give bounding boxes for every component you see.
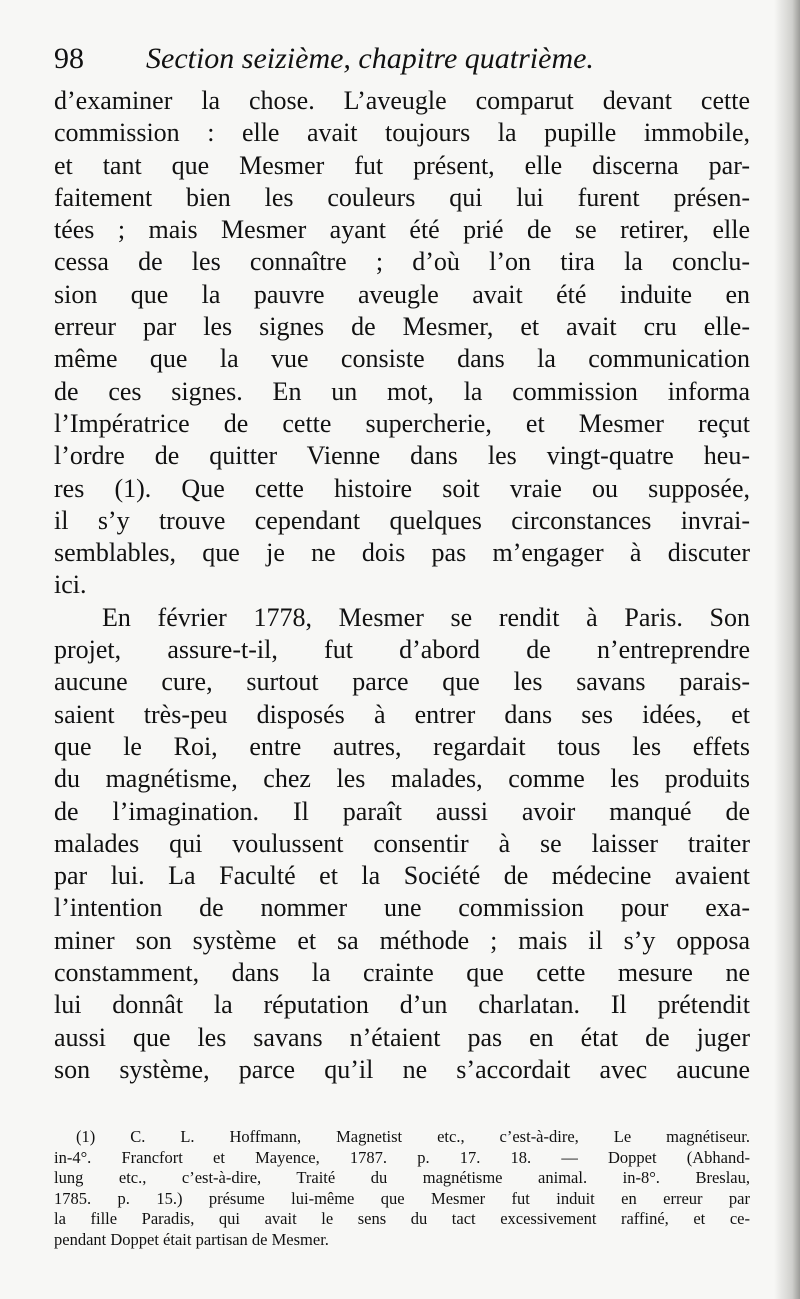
page-edge-shadow [774, 0, 800, 1299]
body-line: res (1). Que cette histoire soit vraie ou supposée, [54, 473, 750, 503]
body-line: même que la vue consiste dans la communication [54, 344, 750, 374]
body-line: erreur par les signes de Mesmer, et avait cru elle- [54, 312, 750, 342]
body-line: cessa de les connaître ; d’où l’on tira la conclu- [54, 247, 750, 277]
body-line: tées ; mais Mesmer ayant été prié de se retirer, elle [54, 215, 750, 245]
body-line: saient très-peu disposés à entrer dans ses idées, et [54, 699, 750, 729]
body-line: l’intention de nommer une commission pour exa- [54, 893, 750, 923]
body-line: miner son système et sa méthode ; mais il s’y opposa [54, 925, 750, 955]
body-line: faitement bien les couleurs qui lui furent présen- [54, 182, 750, 212]
body-line: malades qui voulussent consentir à se laisser traiter [54, 828, 750, 858]
footnote-line: in-4°. Francfort et Mayence, 1787. p. 17. 18. — Doppet (Abhand- [54, 1147, 750, 1167]
body-line: l’ordre de quitter Vienne dans les vingt-quatre heu- [54, 441, 750, 471]
body-line: que le Roi, entre autres, regardait tous les effets [54, 731, 750, 761]
body-line: ici. [54, 570, 87, 600]
footnote-line: 1785. p. 15.) présume lui-même que Mesmer fut induit en erreur par [54, 1188, 750, 1208]
body-line: son système, parce qu’il ne s’accordait avec aucune [54, 1054, 750, 1084]
body-line: de ces signes. En un mot, la commission informa [54, 376, 750, 406]
body-text [54, 85, 750, 1086]
body-line: l’Impératrice de cette supercherie, et Mesmer reçut [54, 408, 750, 438]
body-line: et tant que Mesmer fut présent, elle discerna par- [54, 150, 750, 180]
body-line: par lui. La Faculté et la Société de médecine avaient [54, 861, 750, 891]
footnote-line: la fille Paradis, qui avait le sens du tact excessivement raffiné, et ce- [54, 1209, 750, 1228]
body-line: de l’imagination. Il paraît aussi avoir manqué de [54, 796, 750, 826]
body-line: aucune cure, surtout parce que les savans parais- [54, 667, 750, 697]
running-title: Section seizième, chapitre quatrième. [146, 42, 594, 75]
footnote-line: pendant Doppet était partisan de Mesmer. [54, 1229, 329, 1249]
body-line: commission : elle avait toujours la pupille immobile, [54, 118, 750, 148]
body-line: projet, assure-t-il, fut d’abord de n’entreprendre [54, 635, 750, 665]
footnotes [54, 1127, 750, 1250]
body-line: il s’y trouve cependant quelques circonstances invrai- [54, 505, 750, 535]
body-line: semblables, que je ne dois pas m’engager à discuter [54, 538, 750, 568]
footnote-line: lung etc., c’est-à-dire, Traité du magnétisme animal. in-8°. Breslau, [54, 1168, 750, 1187]
body-line: lui donnât la réputation d’un charlatan. Il prétendit [54, 990, 750, 1020]
paragraph-start-line: En février 1778, Mesmer se rendit à Paris. Son [102, 602, 750, 632]
body-line: du magnétisme, chez les malades, comme les produits [54, 764, 750, 794]
body-line: d’examiner la chose. L’aveugle comparut devant cette [54, 86, 750, 115]
footnote-line: (1) C. L. Hoffmann, Magnetist etc., c’est-à-dire, Le magnétiseur. [76, 1127, 750, 1146]
body-line: sion que la pauvre aveugle avait été induite en [54, 279, 750, 309]
page-number: 98 [54, 42, 84, 75]
body-line: constamment, dans la crainte que cette mesure ne [54, 958, 750, 988]
body-line: aussi que les savans n’étaient pas en état de juger [54, 1022, 750, 1052]
page-header [54, 42, 734, 82]
